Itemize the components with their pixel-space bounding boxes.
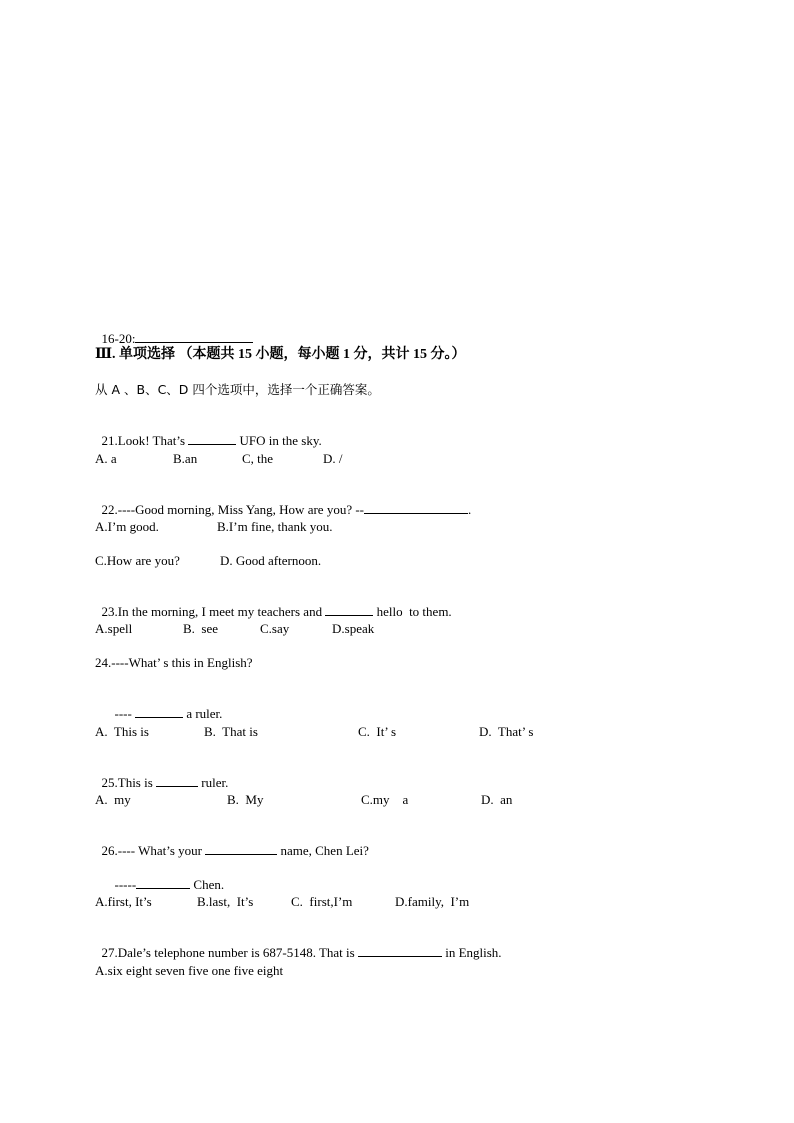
option-22-b[interactable]: B.I’m fine, thank you. xyxy=(217,519,333,534)
option-26-c[interactable]: C. first,I’m xyxy=(291,894,353,909)
question-24-reply-after: a ruler. xyxy=(183,706,223,721)
option-22-c[interactable]: C.How are you? xyxy=(95,553,180,568)
question-26-stem-after: name, Chen Lei? xyxy=(277,843,369,858)
question-27-blank[interactable] xyxy=(358,944,442,957)
option-25-a[interactable]: A. my xyxy=(95,792,131,807)
question-27 xyxy=(95,928,502,961)
option-24-c[interactable]: C. It’ s xyxy=(358,724,397,739)
section-instruction: 从 A 、B、C、D 四个选项中，选择一个正确答案。 xyxy=(95,382,380,397)
question-27-stem-after: in English. xyxy=(441,945,502,960)
question-26-blank-1[interactable] xyxy=(205,842,277,855)
question-25-stem-before: 25.This is xyxy=(101,775,157,790)
option-24-d[interactable]: D. That’ s xyxy=(479,724,534,739)
question-25-stem-after: ruler. xyxy=(198,775,229,790)
option-21-d[interactable]: D. / xyxy=(323,451,343,466)
question-26-reply-after: Chen. xyxy=(190,877,225,892)
option-26-d[interactable]: D.family, I’m xyxy=(395,894,470,909)
question-25 xyxy=(95,758,228,791)
section-title: Ⅲ. 单项选择 （本题共 15 小题，每小题 1 分，共计 15 分。） xyxy=(95,347,466,362)
question-21-stem-before: 21.Look! That’s xyxy=(101,433,189,448)
option-26-b[interactable]: B.last, It’s xyxy=(197,894,254,909)
answer-row-16-20 xyxy=(95,314,253,347)
question-22 xyxy=(95,485,471,518)
answer-row-label: 16-20: xyxy=(101,331,136,346)
question-26 xyxy=(95,826,369,859)
question-26-blank-2[interactable] xyxy=(136,876,190,889)
question-22-stem-before: 22.----Good morning, Miss Yang, How are you? -- xyxy=(101,502,364,517)
option-22-a[interactable]: A.I’m good. xyxy=(95,519,159,534)
question-23-blank[interactable] xyxy=(325,603,373,616)
question-25-blank[interactable] xyxy=(156,774,198,787)
question-21 xyxy=(95,416,322,449)
question-26-reply xyxy=(108,860,224,893)
option-22-d[interactable]: D. Good afternoon. xyxy=(220,553,322,568)
question-21-blank[interactable] xyxy=(188,432,236,445)
question-24-reply-before: ---- xyxy=(114,706,136,721)
question-23-stem-after: hello to them. xyxy=(373,604,452,619)
option-23-d[interactable]: D.speak xyxy=(332,621,375,636)
question-24-stem: 24.----What’ s this in English? xyxy=(95,655,253,670)
question-22-stem-after: . xyxy=(468,502,472,517)
option-25-c[interactable]: C.my a xyxy=(361,792,409,807)
option-23-b[interactable]: B. see xyxy=(183,621,219,636)
option-23-a[interactable]: A.spell xyxy=(95,621,133,636)
question-26-reply-before: ----- xyxy=(114,877,137,892)
question-27-stem-before: 27.Dale’s telephone number is 687-5148. That is xyxy=(101,945,358,960)
option-23-c[interactable]: C.say xyxy=(260,621,290,636)
option-21-a[interactable]: A. a xyxy=(95,451,117,466)
question-23-stem-before: 23.In the morning, I meet my teachers and xyxy=(101,604,326,619)
option-26-a[interactable]: A.first, It’s xyxy=(95,894,152,909)
question-24-blank[interactable] xyxy=(135,705,183,718)
option-27-a[interactable]: A.six eight seven five one five eight xyxy=(95,963,284,978)
option-25-b[interactable]: B. My xyxy=(227,792,264,807)
option-24-a[interactable]: A. This is xyxy=(95,724,149,739)
answer-blank[interactable] xyxy=(135,330,253,343)
question-26-stem-before: 26.---- What’s your xyxy=(101,843,206,858)
option-24-b[interactable]: B. That is xyxy=(204,724,258,739)
option-21-b[interactable]: B.an xyxy=(173,451,198,466)
question-22-blank[interactable] xyxy=(364,501,468,514)
option-25-d[interactable]: D. an xyxy=(481,792,513,807)
option-21-c[interactable]: C, the xyxy=(242,451,274,466)
question-21-stem-after: UFO in the sky. xyxy=(236,433,322,448)
question-23 xyxy=(95,587,452,620)
question-24-reply xyxy=(108,689,222,722)
